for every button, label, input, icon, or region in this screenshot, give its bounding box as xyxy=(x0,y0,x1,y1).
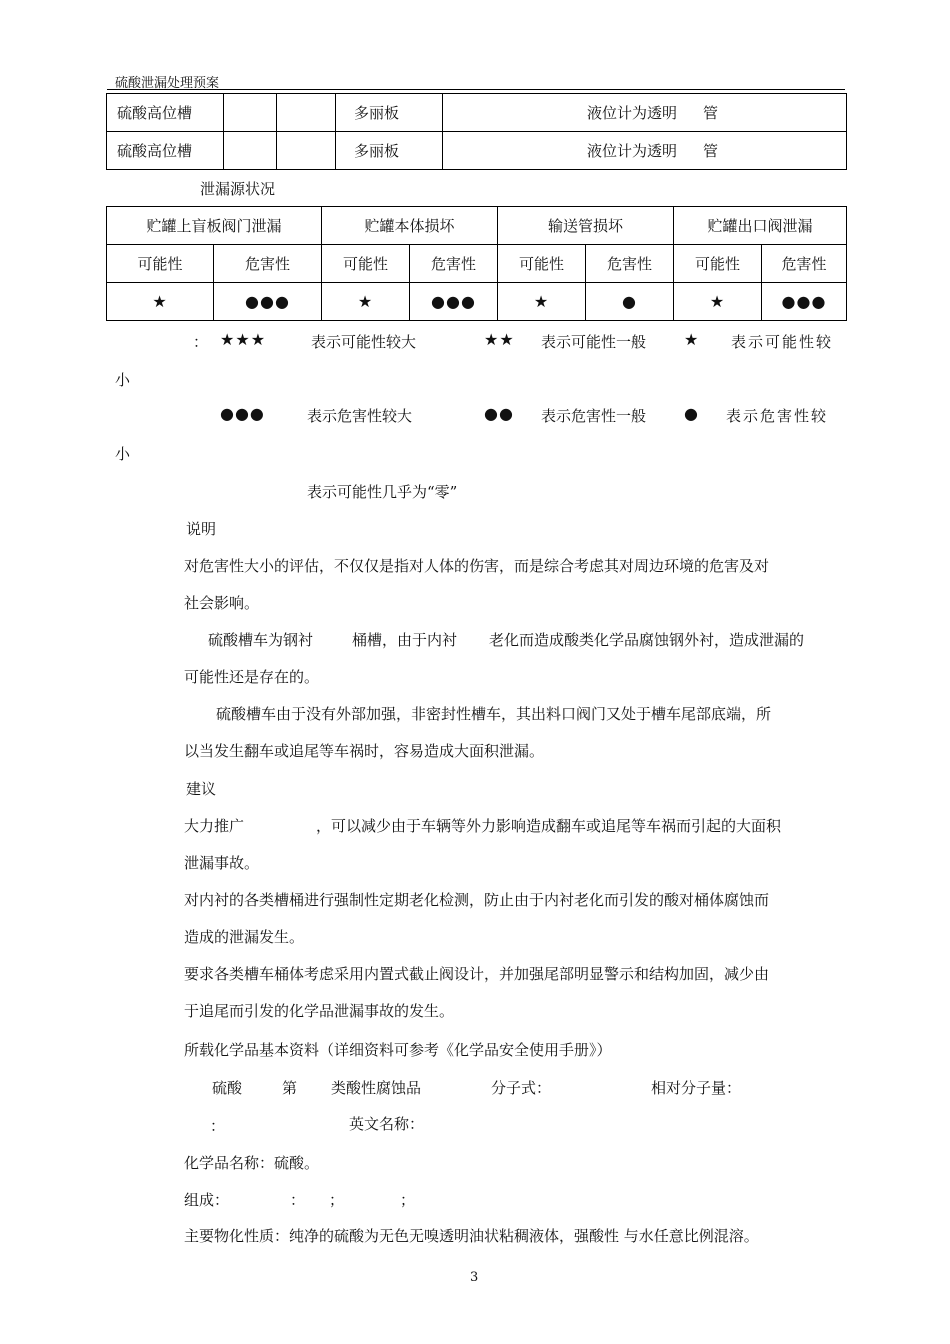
paragraph-line: 以当发生翻车或追尾等车祸时，容易造成大面积泄漏。 xyxy=(184,742,545,760)
composition-sep: ； xyxy=(329,1191,345,1209)
sub-header: 可能性 xyxy=(498,245,586,283)
paragraph-line: 可能性还是存在的。 xyxy=(184,668,320,686)
page-number: 3 xyxy=(470,1270,479,1285)
sub-header: 危害性 xyxy=(762,245,847,283)
paragraph-line: 泄漏事故。 xyxy=(184,854,260,872)
properties-line: 主要物化性质：纯净的硫酸为无色无嗅透明油状粘稠液体，强酸性 与水任意比例混溶。 xyxy=(184,1227,759,1245)
rating-cell: ●●● xyxy=(410,283,498,321)
legend-symbol: ★★★ xyxy=(220,330,267,349)
rating-cell: ★ xyxy=(674,283,762,321)
paragraph-line: 要求各类槽车桶体考虑采用内置式截止阀设计，并加强尾部明显警示和结构加固，减少由 xyxy=(184,965,770,983)
note-cell xyxy=(443,94,847,132)
legend-text: 表示危害性一般 xyxy=(541,407,647,425)
legend-wrap: 小 xyxy=(115,445,131,463)
paragraph-fragment: 桶槽，由于内衬 xyxy=(352,631,458,649)
tank-name-cell: 硫酸高位槽 xyxy=(107,94,224,132)
legend-symbol: ●● xyxy=(484,404,514,423)
legend-text: 表示可能性较 xyxy=(731,333,834,351)
sub-header: 可能性 xyxy=(674,245,762,283)
note-tail: 管 xyxy=(703,142,719,160)
rating-cell: ★ xyxy=(498,283,586,321)
paragraph-line: 社会影响。 xyxy=(184,594,260,612)
legend-colon: ： xyxy=(193,333,209,351)
empty-cell xyxy=(224,94,277,132)
legend-symbol: ● xyxy=(684,404,699,423)
chem-name-line: 化学品名称：硫酸。 xyxy=(184,1154,320,1172)
chem-field: 硫酸 xyxy=(212,1079,243,1097)
legend-text: 表示可能性较大 xyxy=(311,333,417,351)
material-cell: 多丽板 xyxy=(336,132,443,170)
sub-header: 危害性 xyxy=(214,245,322,283)
empty-cell xyxy=(277,94,336,132)
chem-heading: 所载化学品基本资料（详细资料可参考《化学品安全使用手册》） xyxy=(184,1041,612,1059)
chem-field: ： xyxy=(210,1117,226,1135)
tank-table xyxy=(106,93,847,170)
paragraph-line: 对内衬的各类槽桶进行强制性定期老化检测，防止由于内衬老化而引发的酸对桶体腐蚀而 xyxy=(184,891,770,909)
chem-field: 分子式： xyxy=(491,1079,552,1097)
legend-text: 表示危害性较 xyxy=(726,407,829,425)
paragraph-line: 造成的泄漏发生。 xyxy=(184,928,305,946)
empty-cell xyxy=(224,132,277,170)
note-text: 液位计为透明 xyxy=(587,104,678,122)
table-row xyxy=(107,94,847,132)
explain-heading: 说明 xyxy=(186,520,217,538)
material-cell: 多丽板 xyxy=(336,94,443,132)
rating-cell: ●●● xyxy=(762,283,847,321)
legend-wrap: 小 xyxy=(115,371,131,389)
table-row xyxy=(107,207,847,245)
composition-sep: ： xyxy=(290,1191,306,1209)
suggest-heading: 建议 xyxy=(186,780,217,798)
note-text: 液位计为透明 xyxy=(587,142,678,160)
rating-cell: ★ xyxy=(107,283,214,321)
note-tail: 管 xyxy=(703,104,719,122)
empty-cell xyxy=(277,132,336,170)
table-row xyxy=(107,245,847,283)
legend-text: 表示危害性较大 xyxy=(307,407,413,425)
rating-cell: ★ xyxy=(322,283,410,321)
group-header: 贮罐上盲板阀门泄漏 xyxy=(107,207,322,245)
rating-cell: ● xyxy=(586,283,674,321)
tank-name-cell: 硫酸高位槽 xyxy=(107,132,224,170)
note-cell xyxy=(443,132,847,170)
legend-symbol: ★★ xyxy=(484,330,515,349)
paragraph-line: 于追尾而引发的化学品泄漏事故的发生。 xyxy=(184,1002,455,1020)
paragraph-line: 对危害性大小的评估，不仅仅是指对人体的伤害，而是综合考虑其对周边环境的危害及对 xyxy=(184,557,770,575)
legend-zero: 表示可能性几乎为“零” xyxy=(307,483,458,501)
rating-cell: ●●● xyxy=(214,283,322,321)
sub-header: 可能性 xyxy=(322,245,410,283)
composition-label: 组成： xyxy=(184,1191,230,1209)
paragraph-line: 硫酸槽车由于没有外部加强，非密封性槽车，其出料口阀门又处于槽车尾部底端，所 xyxy=(216,705,772,723)
chem-field: 第 xyxy=(282,1079,298,1097)
chem-field: 类酸性腐蚀品 xyxy=(331,1079,422,1097)
paragraph-fragment: ，可以减少由于车辆等外力影响造成翻车或追尾等车祸而引起的大面积 xyxy=(316,817,782,835)
leak-section-title: 泄漏源状况 xyxy=(200,180,276,198)
chem-field: 相对分子量： xyxy=(651,1079,742,1097)
sub-header: 危害性 xyxy=(410,245,498,283)
sub-header: 可能性 xyxy=(107,245,214,283)
page-header-title: 硫酸泄漏处理预案 xyxy=(115,76,220,91)
composition-sep: ； xyxy=(400,1191,416,1209)
legend-symbol: ★ xyxy=(684,330,700,349)
leak-source-table xyxy=(106,206,847,321)
group-header: 贮罐出口阀泄漏 xyxy=(674,207,847,245)
legend-symbol: ●●● xyxy=(220,404,265,423)
sub-header: 危害性 xyxy=(586,245,674,283)
chem-field: 英文名称： xyxy=(349,1115,425,1133)
group-header: 输送管损坏 xyxy=(498,207,674,245)
header-divider xyxy=(107,89,845,90)
table-row xyxy=(107,283,847,321)
legend-text: 表示可能性一般 xyxy=(541,333,647,351)
paragraph-fragment: 硫酸槽车为钢衬 xyxy=(208,631,314,649)
paragraph-fragment: 大力推广 xyxy=(184,817,245,835)
group-header: 贮罐本体损坏 xyxy=(322,207,498,245)
table-row xyxy=(107,132,847,170)
paragraph-fragment: 老化而造成酸类化学品腐蚀钢外衬，造成泄漏的 xyxy=(489,631,805,649)
